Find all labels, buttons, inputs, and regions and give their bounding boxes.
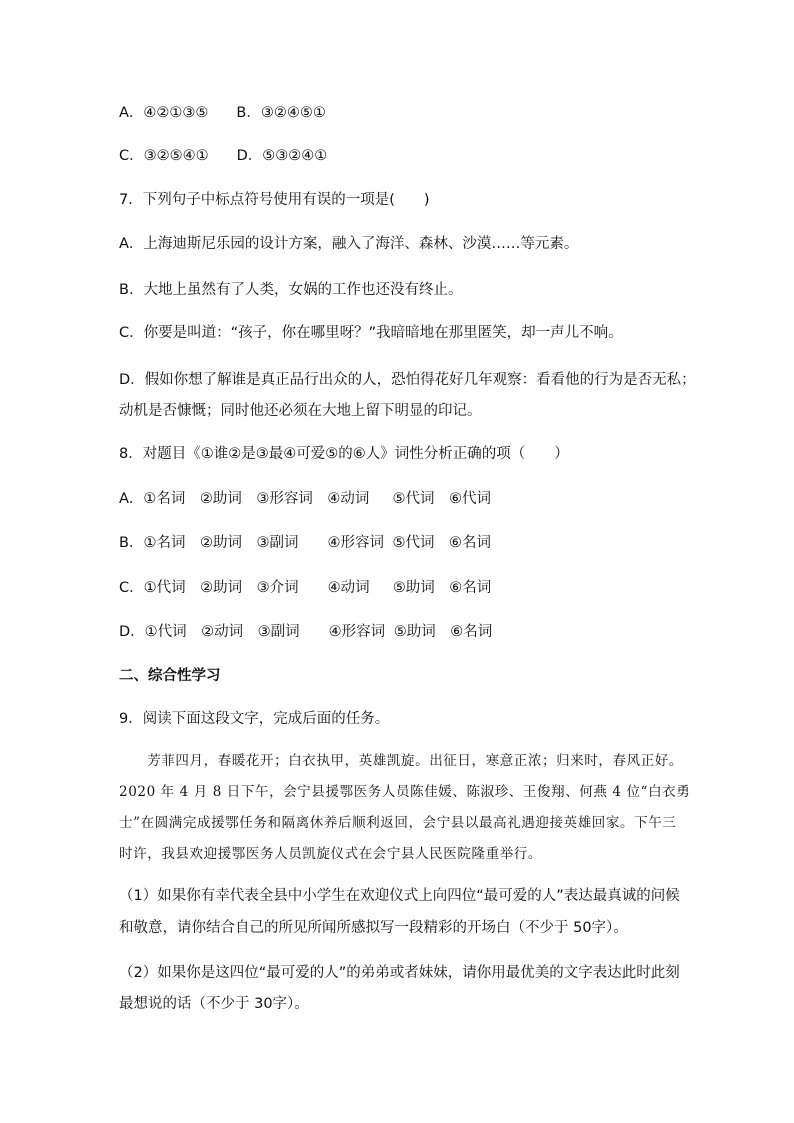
section-title: 二、综合性学习: [119, 668, 221, 684]
q8-option-b[interactable]: B．①名词 ②助词 ③副词 ④形容词 ⑤代词 ⑥名词: [119, 535, 492, 551]
q8-stem: 8．对题目《①谁②是③最④可爱⑤的⑥人》词性分析正确的项（ ）: [119, 446, 569, 462]
q8-option-d[interactable]: D．①代词 ②动词 ③副词 ④形容词 ⑤助词 ⑥名词: [119, 624, 493, 640]
q7-stem: 7．下列句子中标点符号使用有误的一项是( ): [119, 192, 430, 208]
q9-passage-line: 芳菲四月，春暖花开；白衣执甲，英雄凯旋。出征日，寒意正浓；归来时，春风正好。: [119, 753, 683, 769]
q6-option-b[interactable]: B．③②④⑤①: [236, 105, 326, 121]
q9-task2: （2）如果你是这四位“最可爱的人”的弟弟或者妹妹，请你用最优美的文字表达此时此刻: [119, 965, 680, 981]
q9-task1: （1）如果你有幸代表全县中小学生在欢迎仪式上向四位“最可爱的人”表达最真诚的问候: [119, 888, 680, 904]
q9-passage-line: 时许，我县欢迎援鄂医务人员凯旋仪式在会宁县人民医院隆重举行。: [119, 846, 542, 862]
q7-option-d-continued: 动机是否慷慨；同时他还必须在大地上留下明显的印记。: [119, 403, 482, 419]
q9-passage-line: 2020 年 4 月 8 日下午，会宁县援鄂医务人员陈佳媛、陈淑珍、王俊翔、何燕 4 位“白衣勇: [119, 784, 691, 800]
q7-option-c[interactable]: C．你要是叫道：“孩子，你在哪里呀？”我暗暗地在那里匿笑，却一声儿不响。: [119, 325, 623, 341]
q7-option-d[interactable]: D．假如你想了解谁是真正品行出众的人，恐怕得花好几年观察：看看他的行为是否无私；: [119, 372, 696, 388]
q9-stem: 9．阅读下面这段文字，完成后面的任务。: [119, 711, 390, 727]
q9-task1-continued: 和敬意，请你结合自己的所见所闻所感拟写一段精彩的开场白（不少于 50字）。: [119, 920, 628, 936]
q6-options-row2: [119, 146, 327, 166]
q6-option-c[interactable]: C．③②⑤④①: [119, 148, 209, 164]
q7-option-b[interactable]: B．大地上虽然有了人类，女娲的工作也还没有终止。: [119, 282, 463, 298]
q6-option-a[interactable]: A．④②①③⑤: [119, 105, 209, 121]
q8-option-a[interactable]: A．①名词 ②助词 ③形容词 ④动词 ⑤代词 ⑥代词: [119, 491, 492, 507]
q8-option-c[interactable]: C．①代词 ②助词 ③介词 ④动词 ⑤助词 ⑥名词: [119, 580, 492, 596]
q7-option-a[interactable]: A．上海迪斯尼乐园的设计方案，融入了海洋、森林、沙漠……等元素。: [119, 236, 579, 252]
q9-task2-continued: 最想说的话（不少于 30字）。: [119, 996, 309, 1012]
q9-passage-line: 士”在圆满完成援鄂任务和隔离休养后顺利返回，会宁县以最高礼遇迎接英雄回家。下午三: [119, 815, 677, 831]
q6-options-row1: [119, 103, 326, 123]
q6-option-d[interactable]: D．⑤③②④①: [236, 148, 328, 164]
